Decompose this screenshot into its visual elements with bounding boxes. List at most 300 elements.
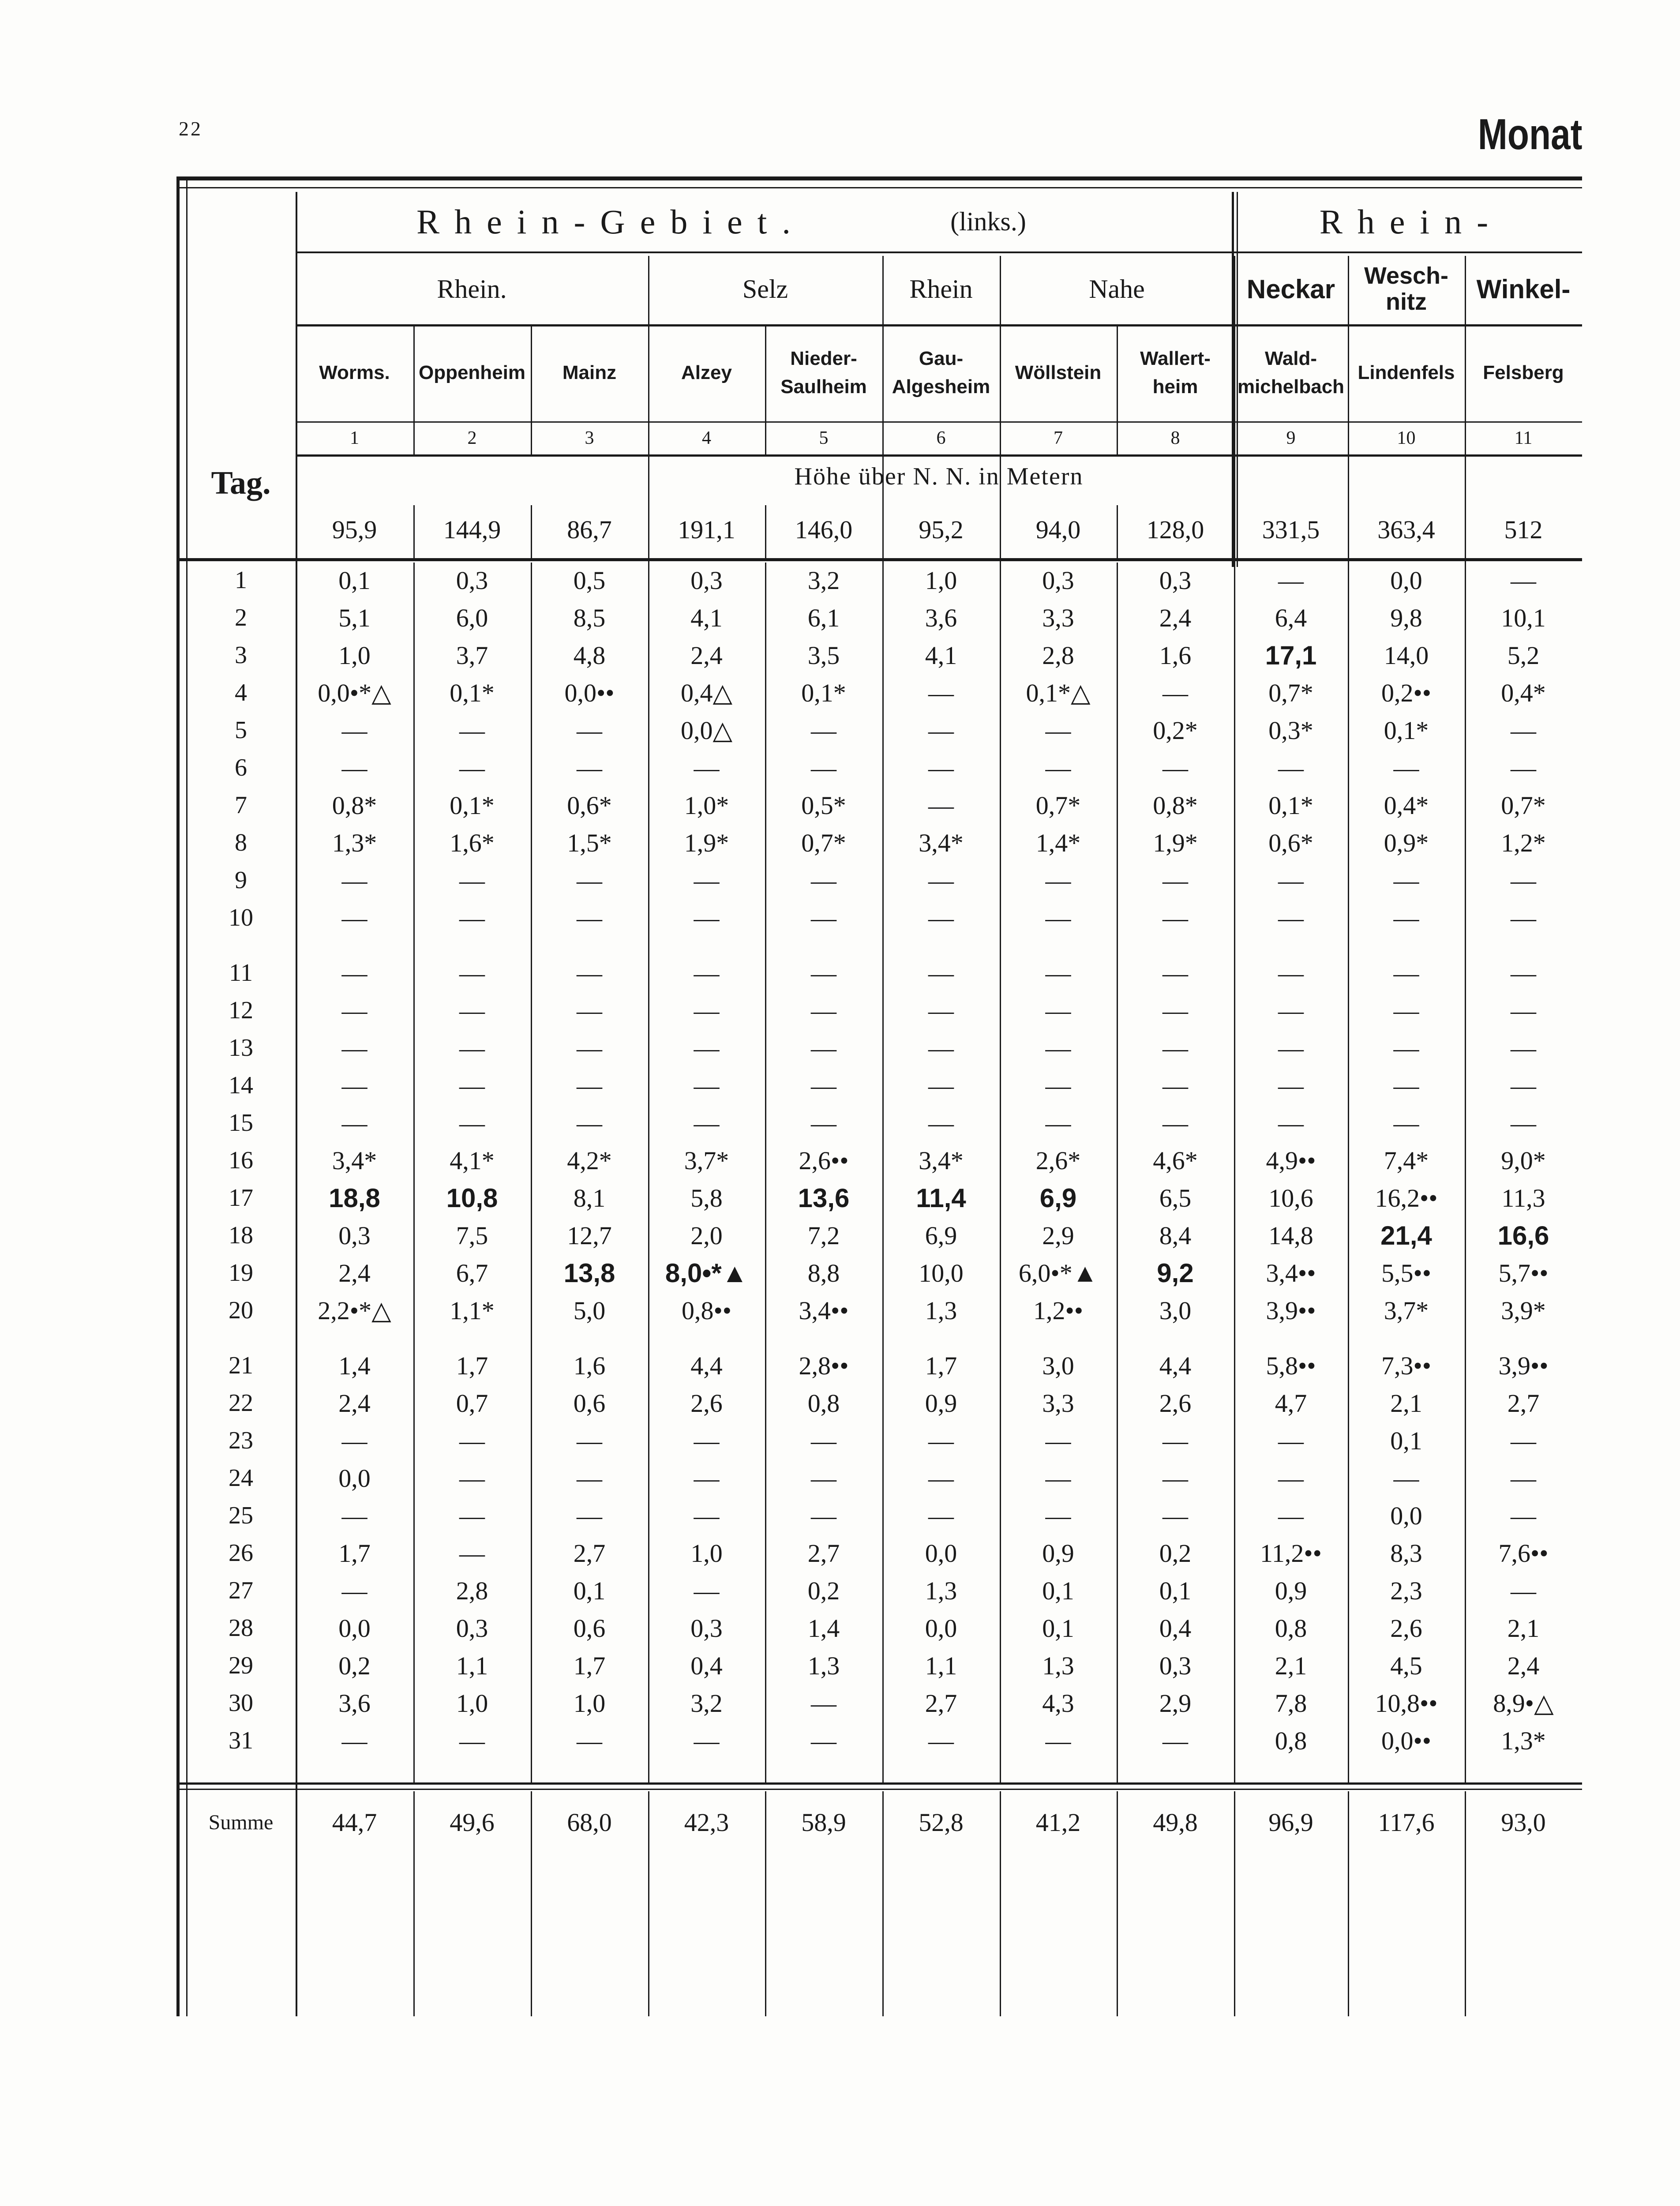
table-cell: 5,5••	[1381, 1258, 1432, 1287]
column-divider	[1000, 326, 1001, 454]
table-cell: 4,9••	[1266, 1146, 1316, 1175]
river-name: Rhein	[909, 274, 973, 304]
table-cell: 0,8	[1275, 1726, 1307, 1755]
day-number: 20	[229, 1297, 253, 1324]
table-cell: 4,1	[925, 641, 957, 670]
table-cell: —	[1393, 1108, 1419, 1137]
table-cell: 1,6*	[450, 828, 495, 857]
table-cell: —	[1511, 1071, 1536, 1100]
table-cell: 1,4	[807, 1613, 840, 1643]
table-cell: —	[341, 903, 368, 932]
table-cell: 0,3*	[1268, 716, 1313, 745]
table-cell: 10,1	[1501, 603, 1546, 632]
table-cell: 3,9••	[1498, 1351, 1549, 1380]
day-number: 11	[229, 959, 253, 987]
table-cell: 3,2	[807, 566, 840, 595]
table-cell: 2,9	[1042, 1221, 1074, 1250]
table-cell: —	[928, 996, 954, 1025]
table-cell: 16,2••	[1375, 1183, 1438, 1212]
table-cell: 3,4*	[919, 828, 964, 857]
table-cell: —	[1393, 753, 1419, 782]
column-divider	[648, 326, 649, 454]
table-cell: —	[928, 1463, 954, 1493]
sum-label: Summe	[208, 1810, 274, 1834]
table-cell: —	[811, 958, 836, 987]
table-cell: —	[459, 1538, 485, 1568]
table-cell: —	[694, 1033, 720, 1062]
table-cell: —	[928, 716, 954, 745]
table-cell: —	[341, 996, 368, 1025]
table-cell: 6,9	[925, 1221, 957, 1250]
table-cell: 0,1	[1390, 1426, 1422, 1455]
table-cell: 4,3	[1042, 1688, 1074, 1718]
column-divider	[882, 505, 884, 558]
table-cell: —	[577, 903, 602, 932]
group-title-right: Rhein-	[1319, 202, 1504, 241]
day-number: 28	[229, 1614, 253, 1642]
table-cell: —	[1393, 1463, 1419, 1493]
table-cell: 1,7	[925, 1351, 957, 1380]
table-cell: 0,3	[338, 1221, 371, 1250]
sum-value: 49,6	[450, 1808, 495, 1837]
table-cell: 5,0	[573, 1296, 606, 1325]
height-label: Höhe über N. N. in Metern	[794, 463, 1084, 490]
table-cell: 2,8	[1042, 641, 1074, 670]
table-cell: 0,6	[573, 1613, 606, 1643]
table-cell: —	[1511, 1108, 1536, 1137]
table-cell: 0,8••	[681, 1296, 732, 1325]
table-cell: 0,9	[1042, 1538, 1074, 1568]
table-cell: —	[577, 753, 602, 782]
station-height: 94,0	[1035, 515, 1081, 544]
table-cell: —	[694, 1426, 720, 1455]
table-cell: 1,5*	[567, 828, 612, 857]
table-cell: 0,7*	[1035, 791, 1081, 820]
table-cell: —	[459, 1071, 485, 1100]
table-cell: 2,1	[1275, 1651, 1307, 1680]
table-cell: 2,7	[1507, 1388, 1540, 1418]
table-cell: —	[341, 1071, 368, 1100]
table-cell: 0,3	[456, 1613, 488, 1643]
table-cell: 1,3	[807, 1651, 840, 1680]
table-cell: 2,8••	[799, 1351, 849, 1380]
table-cell: 3,6	[338, 1688, 371, 1718]
station-name: Felsberg	[1483, 362, 1564, 384]
column-divider	[413, 1791, 415, 2016]
table-cell: —	[928, 866, 954, 895]
table-cell: 0,7*	[1501, 791, 1546, 820]
table-cell: —	[928, 1501, 954, 1530]
river-name: Wesch- nitz	[1364, 262, 1449, 315]
table-cell: 0,0••	[1381, 1726, 1432, 1755]
precipitation-table	[176, 176, 1582, 2016]
table-cell: —	[928, 1108, 954, 1137]
table-cell: 3,3	[1042, 603, 1074, 632]
table-cell: —	[1511, 996, 1536, 1025]
table-cell: —	[459, 903, 485, 932]
table-cell: —	[1511, 753, 1536, 782]
table-cell: —	[1045, 996, 1071, 1025]
table-cell: 7,3••	[1381, 1351, 1432, 1380]
table-cell: —	[1045, 903, 1071, 932]
table-cell: 2,6	[690, 1388, 723, 1418]
table-cell: 1,3*	[332, 828, 377, 857]
table-cell: —	[459, 1463, 485, 1493]
table-cell: —	[811, 716, 836, 745]
table-cell: 0,9*	[1384, 828, 1429, 857]
table-cell: —	[811, 1501, 836, 1530]
station-name: Wallert- heim	[1140, 348, 1211, 398]
station-number: 2	[467, 428, 477, 448]
table-cell: —	[1045, 958, 1071, 987]
table-cell: 0,1	[1159, 1576, 1192, 1605]
day-number: 9	[235, 867, 247, 894]
sum-value: 49,8	[1153, 1808, 1198, 1837]
table-cell: —	[694, 958, 720, 987]
table-cell: 3,9*	[1501, 1296, 1546, 1325]
table-cell: 11,4	[916, 1183, 966, 1213]
table-cell: —	[577, 716, 602, 745]
station-name: Oppenheim	[418, 362, 526, 384]
sum-value: 52,8	[919, 1808, 964, 1837]
table-cell: 4,7	[1275, 1388, 1307, 1418]
table-cell: 10,0	[919, 1258, 964, 1287]
table-cell: —	[1045, 753, 1071, 782]
table-cell: —	[694, 866, 720, 895]
table-cell: 1,6	[573, 1351, 606, 1380]
river-name: Winkel-	[1476, 274, 1571, 304]
table-cell: —	[1045, 1108, 1071, 1137]
table-cell: 14,8	[1268, 1221, 1313, 1250]
table-cell: —	[1511, 1463, 1536, 1493]
table-cell: —	[577, 1426, 602, 1455]
table-cell: 0,3	[690, 566, 723, 595]
table-cell: 9,2	[1157, 1258, 1194, 1288]
table-cell: 4,8	[573, 641, 606, 670]
column-divider	[531, 326, 532, 454]
table-cell: 0,2••	[1381, 678, 1432, 707]
table-cell: 0,0	[925, 1538, 957, 1568]
table-cell: 0,1	[338, 566, 371, 595]
table-cell: —	[928, 1033, 954, 1062]
table-cell: 14,0	[1384, 641, 1429, 670]
station-number: 8	[1170, 428, 1180, 448]
column-divider	[1000, 505, 1001, 558]
table-cell: —	[694, 1726, 720, 1755]
table-cell: 0,8	[807, 1388, 840, 1418]
column-divider	[1000, 1791, 1001, 2016]
table-cell: —	[1511, 1501, 1536, 1530]
table-cell: 8,3	[1390, 1538, 1422, 1568]
column-divider	[1117, 1791, 1118, 2016]
table-cell: —	[811, 996, 836, 1025]
table-cell: 1,2••	[1033, 1296, 1084, 1325]
table-cell: 18,8	[329, 1183, 380, 1213]
column-divider	[1348, 1791, 1349, 2016]
table-cell: 8,1	[573, 1183, 606, 1212]
table-cell: 0,6*	[1268, 828, 1313, 857]
table-cell: 1,3	[925, 1296, 957, 1325]
table-cell: 2,6	[1390, 1613, 1422, 1643]
station-number: 10	[1397, 428, 1416, 448]
day-number: 26	[229, 1539, 253, 1567]
table-cell: 12,7	[567, 1221, 612, 1250]
table-cell: —	[694, 1463, 720, 1493]
table-cell: —	[577, 1463, 602, 1493]
table-cell: —	[1045, 1426, 1071, 1455]
table-cell: 2,0	[690, 1221, 723, 1250]
table-cell: —	[341, 1108, 368, 1137]
table-cell: 3,9••	[1266, 1296, 1316, 1325]
table-cell: 2,4	[338, 1258, 371, 1287]
table-cell: —	[1045, 1033, 1071, 1062]
table-cell: 1,0	[573, 1688, 606, 1718]
table-cell: 0,4*	[1501, 678, 1546, 707]
station-number: 4	[702, 428, 711, 448]
column-divider	[765, 1791, 766, 2016]
table-cell: 1,0*	[684, 791, 729, 820]
table-cell: —	[1162, 1726, 1188, 1755]
table-cell: 17,1	[1265, 640, 1317, 670]
table-cell: 0,0	[1390, 566, 1422, 595]
table-cell: —	[694, 1576, 720, 1605]
table-cell: 21,4	[1380, 1220, 1432, 1250]
table-cell: 0,1	[1042, 1613, 1074, 1643]
day-number: 6	[235, 754, 247, 781]
table-cell: 6,5	[1159, 1183, 1192, 1212]
column-divider	[1234, 505, 1235, 558]
station-name: Mainz	[562, 362, 617, 384]
table-cell: 2,7	[573, 1538, 606, 1568]
table-cell: 9,0*	[1501, 1146, 1546, 1175]
day-number: 21	[229, 1352, 253, 1379]
table-cell: 2,6*	[1035, 1146, 1081, 1175]
table-cell: —	[459, 1108, 485, 1137]
station-name: Lindenfels	[1358, 362, 1455, 384]
table-cell: 11,2••	[1260, 1538, 1322, 1568]
table-cell: —	[1511, 903, 1536, 932]
table-cell: 2,8	[456, 1576, 488, 1605]
table-cell: 7,6••	[1498, 1538, 1549, 1568]
page-title: Monat	[1478, 110, 1582, 158]
column-divider	[413, 326, 415, 454]
table-cell: 0,7	[456, 1388, 488, 1418]
table-cell: —	[459, 866, 485, 895]
table-cell: —	[694, 1108, 720, 1137]
table-cell: 0,1	[1042, 1576, 1074, 1605]
table-cell: —	[459, 753, 485, 782]
table-cell: 3,0	[1042, 1351, 1074, 1380]
table-cell: 1,9*	[1153, 828, 1198, 857]
table-cell: —	[928, 791, 954, 820]
table-cell: —	[1511, 866, 1536, 895]
table-cell: 5,7••	[1498, 1258, 1549, 1287]
table-cell: —	[459, 1033, 485, 1062]
day-number: 2	[235, 604, 247, 631]
table-cell: —	[577, 1501, 602, 1530]
table-cell: —	[577, 958, 602, 987]
river-name: Nahe	[1089, 274, 1145, 304]
day-number: 3	[235, 642, 247, 669]
table-cell: —	[577, 1726, 602, 1755]
table-cell: —	[1278, 753, 1304, 782]
table-cell: —	[1511, 1426, 1536, 1455]
table-cell: 3,4*	[332, 1146, 377, 1175]
day-number: 27	[229, 1577, 253, 1604]
table-cell: 0,2	[338, 1651, 371, 1680]
table-cell: —	[1393, 1071, 1419, 1100]
table-cell: —	[694, 1501, 720, 1530]
table-cell: 7,2	[807, 1221, 840, 1250]
column-divider	[531, 1791, 532, 2016]
table-cell: 0,1*	[1384, 716, 1429, 745]
table-cell: 1,3*	[1501, 1726, 1546, 1755]
table-cell: —	[1511, 1576, 1536, 1605]
table-cell: —	[1393, 1033, 1419, 1062]
column-divider	[882, 326, 884, 454]
table-cell: 1,6	[1159, 641, 1192, 670]
column-divider	[1117, 326, 1118, 454]
table-cell: —	[577, 1108, 602, 1137]
table-cell: 0,1	[573, 1576, 606, 1605]
table-cell: 6,0	[456, 603, 488, 632]
table-cell: 0,8	[1275, 1613, 1307, 1643]
day-number: 14	[229, 1072, 253, 1099]
table-cell: —	[459, 716, 485, 745]
table-cell: 0,0△	[680, 716, 733, 745]
table-cell: 0,0	[338, 1463, 371, 1493]
sum-value: 68,0	[567, 1808, 612, 1837]
table-cell: 2,3	[1390, 1576, 1422, 1605]
river-name: Rhein.	[437, 274, 507, 304]
table-cell: 1,4	[338, 1351, 371, 1380]
column-divider	[1348, 326, 1349, 454]
table-cell: 0,1*△	[1026, 679, 1091, 707]
table-cell: —	[694, 996, 720, 1025]
table-cell: 1,0	[338, 641, 371, 670]
day-number: 16	[229, 1147, 253, 1174]
table-cell: —	[1278, 958, 1304, 987]
table-cell: —	[928, 1071, 954, 1100]
column-divider	[1465, 326, 1466, 454]
table-cell: 3,7*	[1384, 1296, 1429, 1325]
table-cell: 0,4△	[680, 679, 733, 707]
table-cell: —	[1511, 566, 1536, 595]
table-cell: —	[811, 1108, 836, 1137]
table-cell: 1,9*	[684, 828, 729, 857]
table-cell: —	[1511, 1033, 1536, 1062]
table-cell: 1,3	[1042, 1651, 1074, 1680]
column-divider	[413, 505, 415, 558]
table-cell: 0,2	[1159, 1538, 1192, 1568]
table-cell: 1,1	[925, 1651, 957, 1680]
table-cell: 6,9	[1039, 1183, 1077, 1213]
column-divider	[648, 505, 649, 558]
table-cell: —	[341, 1726, 368, 1755]
table-cell: 1,3	[925, 1576, 957, 1605]
table-cell: —	[811, 1426, 836, 1455]
table-cell: 0,7*	[801, 828, 846, 857]
station-number: 5	[819, 428, 829, 448]
sum-value: 44,7	[332, 1808, 377, 1837]
table-cell: 3,4••	[799, 1296, 849, 1325]
table-cell: 0,9	[925, 1388, 957, 1418]
summary-rule-thin	[176, 1789, 1582, 1790]
table-cell: —	[1045, 1501, 1071, 1530]
table-cell: 1,7	[338, 1538, 371, 1568]
table-cell: 7,8	[1275, 1688, 1307, 1718]
table-cell: —	[928, 1726, 954, 1755]
table-cell: 0,6	[573, 1388, 606, 1418]
table-cell: —	[1162, 996, 1188, 1025]
day-number: 12	[229, 997, 253, 1024]
sum-value: 58,9	[801, 1808, 846, 1837]
table-cell: 6,4	[1275, 603, 1307, 632]
table-cell: 0,1*	[1268, 791, 1313, 820]
table-cell: —	[694, 903, 720, 932]
table-cell: —	[1045, 1071, 1071, 1100]
table-cell: —	[811, 1688, 836, 1718]
table-cell: 0,0	[925, 1613, 957, 1643]
station-height: 128,0	[1146, 515, 1204, 544]
table-cell: —	[811, 903, 836, 932]
station-number: 6	[936, 428, 946, 448]
day-number: 23	[229, 1427, 253, 1454]
table-cell: —	[1162, 866, 1188, 895]
column-divider	[882, 1791, 884, 2016]
table-cell: 4,5	[1390, 1651, 1422, 1680]
table-cell: —	[928, 1426, 954, 1455]
table-cell: 2,7	[925, 1688, 957, 1718]
table-cell: —	[1278, 996, 1304, 1025]
table-cell: —	[1278, 1071, 1304, 1100]
station-name: Wöllstein	[1015, 362, 1102, 384]
table-cell: 2,6••	[799, 1146, 849, 1175]
station-name: Gau- Algesheim	[892, 348, 990, 398]
table-cell: —	[577, 1033, 602, 1062]
day-number: 18	[229, 1222, 253, 1249]
station-name: Worms.	[319, 362, 390, 384]
table-cell: —	[928, 903, 954, 932]
table-cell: 3,4*	[919, 1146, 964, 1175]
table-cell: —	[1278, 903, 1304, 932]
table-cell: —	[1162, 903, 1188, 932]
table-cell: 0,7*	[1268, 678, 1313, 707]
table-cell: 3,4••	[1266, 1258, 1316, 1287]
station-name: Nieder- Saulheim	[780, 348, 867, 398]
table-cell: 10,8••	[1375, 1688, 1438, 1718]
table-cell: —	[1162, 1426, 1188, 1455]
table-cell: 0,0•*△	[318, 679, 391, 707]
table-cell: —	[341, 753, 368, 782]
table-cell: 0,8*	[1153, 791, 1198, 820]
body-top-rule	[176, 558, 1582, 561]
table-cell: 4,4	[1159, 1351, 1192, 1380]
table-cell: 2,1	[1507, 1613, 1540, 1643]
column-divider	[1348, 505, 1349, 558]
table-cell: 0,5	[573, 566, 606, 595]
station-height: 95,2	[919, 515, 964, 544]
table-cell: 3,7	[456, 641, 488, 670]
station-height: 86,7	[567, 515, 612, 544]
day-number: 22	[229, 1389, 253, 1417]
table-cell: 2,4	[690, 641, 723, 670]
table-cell: —	[1511, 958, 1536, 987]
table-top-rule	[176, 176, 1582, 180]
table-cell: —	[1278, 866, 1304, 895]
table-cell: —	[1045, 716, 1071, 745]
table-cell: 0,5*	[801, 791, 846, 820]
